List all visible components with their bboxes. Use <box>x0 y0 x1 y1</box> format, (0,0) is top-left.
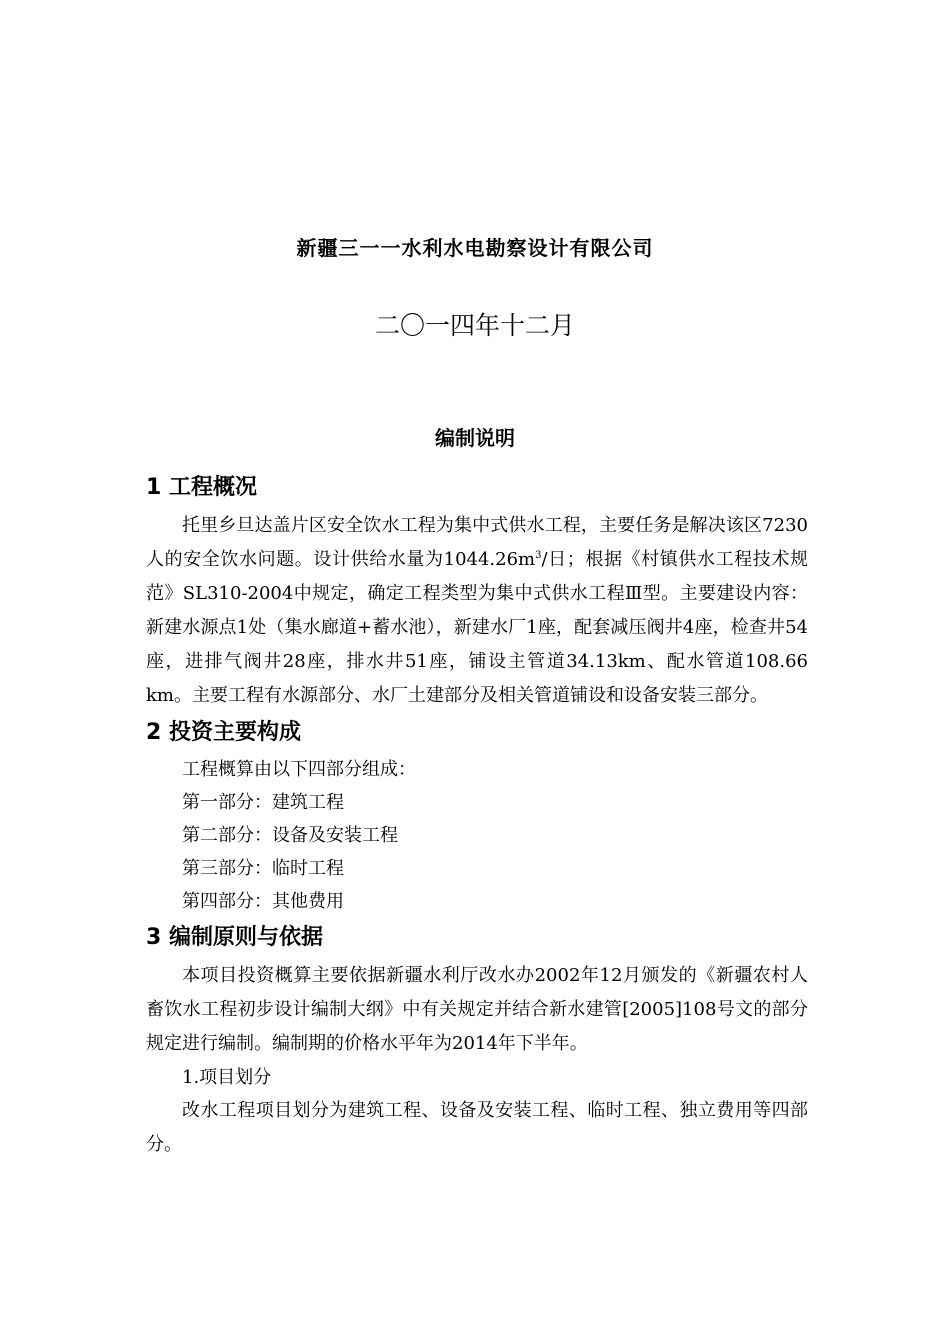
list-item: 第四部分：其他费用 <box>182 891 344 912</box>
document-title: 编制说明 <box>435 426 515 450</box>
document-date: 二〇一四年十二月 <box>374 311 575 340</box>
company-name: 新疆三一一水利水电勘察设计有限公司 <box>296 236 654 260</box>
list-item: 第一部分：建筑工程 <box>182 792 344 813</box>
sub-heading: 1.项目划分 <box>182 1067 272 1088</box>
superscript-unit: 3 <box>535 550 542 561</box>
section-heading: 3 编制原则与依据 <box>146 925 323 950</box>
section-project-overview <box>146 468 808 713</box>
list-item: 第三部分：临时工程 <box>182 858 344 879</box>
section-principles-basis <box>146 918 808 1162</box>
section-intro: 工程概算由以下四部分组成： <box>182 759 416 780</box>
section-heading: 1 工程概况 <box>146 475 257 500</box>
section-heading: 2 投资主要构成 <box>146 720 301 745</box>
paragraph-text-part: 托里乡旦达盖片区安全饮水工程为集中式供水工程，主要任务是解决该区7230人的安全饮水问题。设计供给水量为1044.26m <box>146 515 808 570</box>
document-body <box>146 468 808 1162</box>
sub-paragraph: 改水工程项目划分为建筑工程、设备及安装工程、临时工程、独立费用等四部分。 <box>146 1100 808 1155</box>
list-item: 第二部分：设备及安装工程 <box>182 825 398 846</box>
paragraph-text-part: /日；根据《村镇供水工程技术规范》SL310-2004中规定，确定工程类型为集中式供水工程Ⅲ型。主要建设内容：新建水源点1处（集水廊道+蓄水池），新建水厂1座，配套减压阀井4座，检查井54座，进排气阀井28座，排水井51座，铺设主管道34.13km、配水管道108.66 km。主要工程有水源部分、水厂土建部分及相关管道铺设和设备安装三部分。 <box>146 549 808 706</box>
section-paragraph: 本项目投资概算主要依据新疆水利厅改水办2002年12月颁发的《新疆农村人畜饮水工程初步设计编制大纲》中有关规定并结合新水建管[2005]108号文的部分规定进行编制。编制期的价格水平年为2014年下半年。 <box>146 965 808 1054</box>
section-paragraph <box>146 509 808 713</box>
section-investment-composition <box>146 713 808 918</box>
